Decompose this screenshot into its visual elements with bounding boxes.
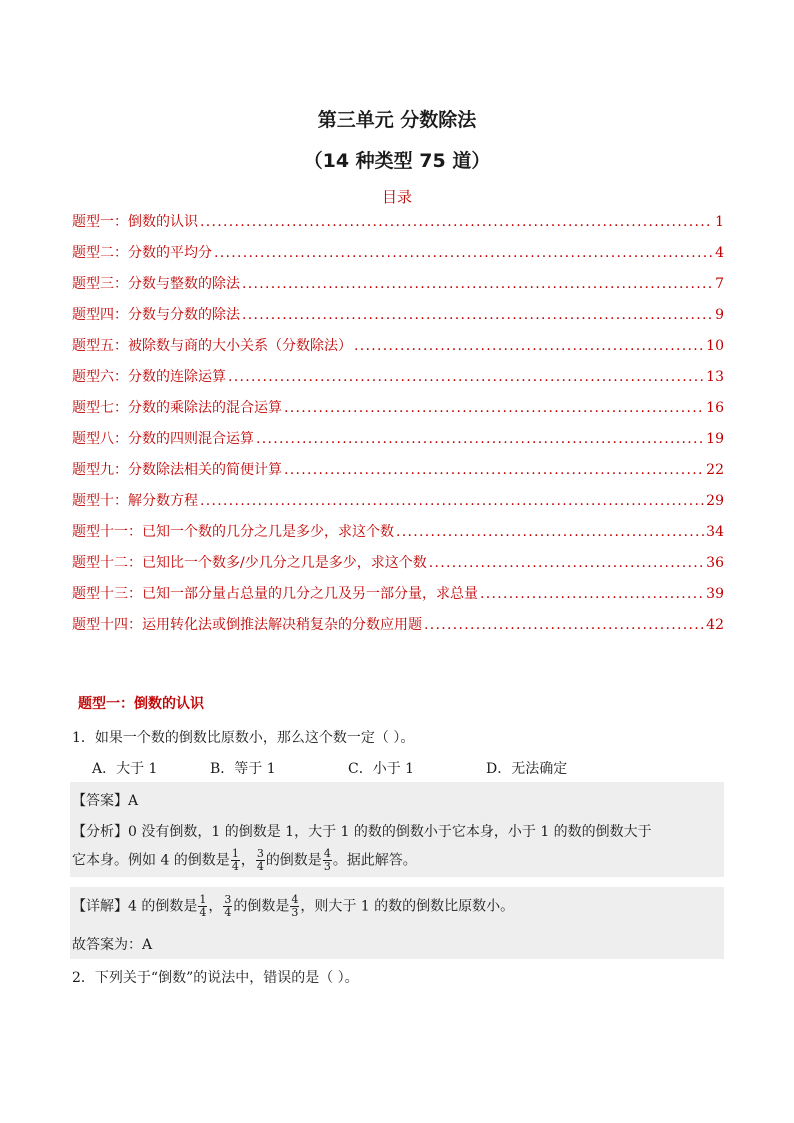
analysis-text: 它本身。例如 4 的倒数是 <box>72 852 230 869</box>
toc-leader <box>242 307 713 323</box>
toc-item-page: 19 <box>706 431 724 447</box>
toc-leader <box>429 555 704 571</box>
page-title: 第三单元 分数除法 <box>317 109 477 131</box>
toc-item[interactable] <box>72 397 724 428</box>
toc-leader <box>228 369 704 385</box>
toc-item-page: 29 <box>706 493 724 509</box>
toc-item-label: 题型七：分数的乘除法的混合运算 <box>72 400 282 416</box>
toc-leader <box>480 586 704 602</box>
toc-item[interactable] <box>72 614 724 645</box>
toc-item-page: 9 <box>715 307 724 323</box>
toc-item-label: 题型九：分数除法相关的简便计算 <box>72 462 282 478</box>
toc-leader <box>242 276 713 292</box>
toc-item[interactable] <box>72 552 724 583</box>
toc-item-page: 16 <box>706 400 724 416</box>
analysis-text: 。据此解答。 <box>332 852 417 869</box>
toc-item-label: 题型十二：已知比一个数多/少几分之几是多少，求这个数 <box>72 555 427 571</box>
detail-text: 【详解】4 的倒数是 <box>72 898 198 915</box>
analysis-line-2 <box>72 848 417 873</box>
toc-item-page: 7 <box>715 276 724 292</box>
question-2-stem: 2．下列关于“倒数”的说法中，错误的是（ ）。 <box>72 970 359 986</box>
toc-item[interactable] <box>72 428 724 459</box>
detail-text: ， <box>208 898 223 915</box>
analysis-text: ， <box>240 852 255 869</box>
toc-leader <box>284 400 704 416</box>
toc-item-label: 题型三：分数与整数的除法 <box>72 276 240 292</box>
fraction-four-thirds: $\frac{4}{3}$ <box>291 893 299 919</box>
fraction-three-quarters: $\frac{3}{4}$ <box>224 893 232 919</box>
analysis-text: 的倒数是 <box>265 852 322 869</box>
toc-item-page: 34 <box>706 524 724 540</box>
toc-item-label: 题型六：分数的连除运算 <box>72 369 226 385</box>
table-of-contents <box>72 211 724 645</box>
option-c[interactable]: C．小于 1 <box>348 761 415 777</box>
fraction-four-thirds: $\frac{4}{3}$ <box>323 847 331 873</box>
toc-item-label: 题型十四：运用转化法或倒推法解决稍复杂的分数应用题 <box>72 617 422 633</box>
analysis-line-1: 【分析】0 没有倒数，1 的倒数是 1，大于 1 的数的倒数小于它本身，小于 1 的数的倒数大于 <box>72 824 652 840</box>
toc-item[interactable] <box>72 242 724 273</box>
toc-item-page: 42 <box>706 617 724 633</box>
option-a[interactable]: A．大于 1 <box>92 761 158 777</box>
toc-leader <box>396 524 704 540</box>
toc-item[interactable] <box>72 490 724 521</box>
section-title: 题型一：倒数的认识 <box>78 696 204 712</box>
toc-item-label: 题型十三：已知一部分量占总量的几分之几及另一部分量，求总量 <box>72 586 478 602</box>
toc-item-label: 题型四：分数与分数的除法 <box>72 307 240 323</box>
toc-item-label: 题型十：解分数方程 <box>72 493 198 509</box>
toc-item-label: 题型二：分数的平均分 <box>72 245 212 261</box>
toc-leader <box>214 245 713 261</box>
toc-item[interactable] <box>72 273 724 304</box>
toc-leader <box>200 214 713 230</box>
toc-item-page: 10 <box>706 338 724 354</box>
toc-item-label: 题型一：倒数的认识 <box>72 214 198 230</box>
toc-item-page: 4 <box>715 245 724 261</box>
toc-item-page: 39 <box>706 586 724 602</box>
page-subtitle: （14 种类型 75 道） <box>303 150 491 172</box>
toc-leader <box>424 617 704 633</box>
detail-line <box>72 894 514 919</box>
fraction-one-quarter: $\frac{1}{4}$ <box>231 847 239 873</box>
toc-item-page: 22 <box>706 462 724 478</box>
toc-leader <box>256 431 704 447</box>
fraction-one-quarter: $\frac{1}{4}$ <box>199 893 207 919</box>
toc-item[interactable] <box>72 335 724 366</box>
toc-leader <box>354 338 704 354</box>
toc-item[interactable] <box>72 459 724 490</box>
option-d[interactable]: D．无法确定 <box>486 761 568 777</box>
toc-item[interactable] <box>72 583 724 614</box>
toc-item-page: 36 <box>706 555 724 571</box>
toc-item-label: 题型十一：已知一个数的几分之几是多少，求这个数 <box>72 524 394 540</box>
question-1-stem: 1．如果一个数的倒数比原数小，那么这个数一定（ ）。 <box>72 730 415 746</box>
toc-heading: 目录 <box>381 188 412 206</box>
toc-item[interactable] <box>72 521 724 552</box>
toc-item-label: 题型五：被除数与商的大小关系（分数除法） <box>72 338 352 354</box>
toc-item-label: 题型八：分数的四则混合运算 <box>72 431 254 447</box>
fraction-three-quarters: $\frac{3}{4}$ <box>256 847 264 873</box>
detail-text: ，则大于 1 的数的倒数比原数小。 <box>300 898 515 915</box>
toc-item[interactable] <box>72 366 724 397</box>
conclusion-line: 故答案为：A <box>72 937 153 953</box>
option-b[interactable]: B．等于 1 <box>210 761 276 777</box>
toc-item[interactable] <box>72 211 724 242</box>
toc-leader <box>284 462 704 478</box>
toc-item-page: 13 <box>706 369 724 385</box>
answer-line: 【答案】A <box>72 793 139 809</box>
toc-leader <box>200 493 704 509</box>
toc-item[interactable] <box>72 304 724 335</box>
toc-item-page: 1 <box>715 214 724 230</box>
detail-text: 的倒数是 <box>233 898 290 915</box>
